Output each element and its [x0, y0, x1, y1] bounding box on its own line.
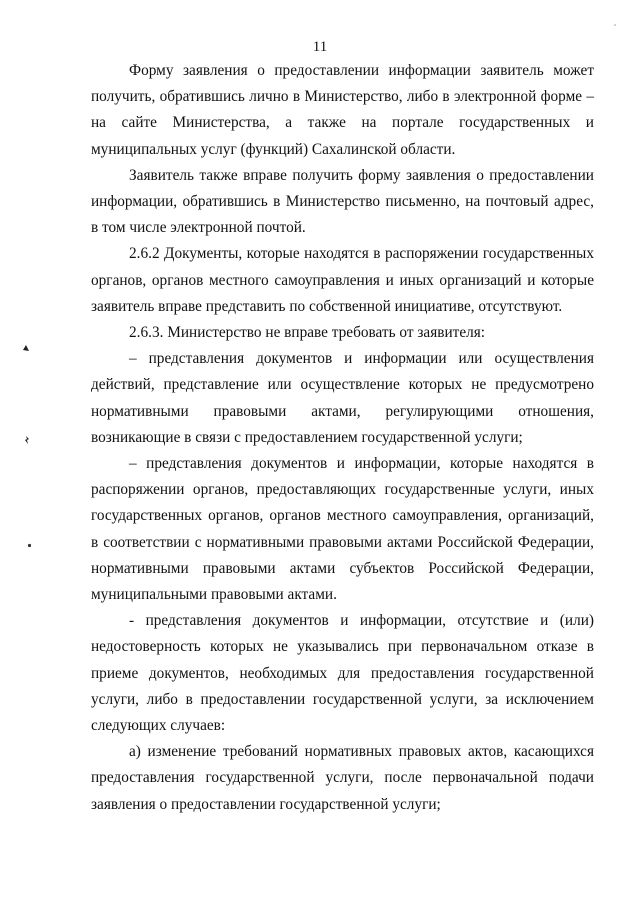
paragraph-2-6-3: 2.6.3. Министерство не вправе требовать от заявителя: [129, 324, 486, 342]
paragraph-2-6-2: 2.6.2 Документы, которые находятся в распоряжении государственных органов, органов местного самоуправления и иных организаций и которые заявитель вправе представить по собственной инициативе, отсутствуют. [91, 245, 594, 315]
scan-dot [614, 24, 616, 26]
body-text [91, 58, 594, 818]
list-item-documents-not-indicated: - представления документов и информации, отсутствие и (или) недостоверность которых не указывались при первоначальном отказе в приеме документов, необходимых для предоставления государственной услуги, либо в предоставлении государственной услуги, за исключением следующих случаев: [91, 612, 594, 735]
scan-mark [23, 436, 31, 444]
list-item-documents-held-by-agencies: – представления документов и информации, которые находятся в распоряжении органов, предоставляющих государственные услуги, иных государственных органов, органов местного самоуправления, организаций, в соответствии с нормативными правовыми актами Российской Федерации, нормативными правовыми актами субъектов Российской Федерации, муниципальными правовыми актами. [91, 455, 594, 604]
paragraph-form-by-mail: Заявитель также вправе получить форму заявления о предоставлении информации, обратившись в Министерство письменно, на почтовый адрес, в том числе электронной почтой. [91, 166, 594, 237]
scan-mark [27, 543, 32, 548]
paragraph-form-availability: Форму заявления о предоставлении информации заявитель может получить, обратившись лично в Министерство, либо в электронной форме – на сайте Министерства, а также на портале государственных и муниципальных услуг (функций) Сахалинской области. [91, 62, 594, 158]
list-item-actions-not-required: – представления документов и информации или осуществления действий, представление или осуществление которых не предусмотрено нормативными правовыми актами, регулирующими отношения, возникающие в связи с предоставлением государственной услуги; [91, 350, 594, 446]
page-number: 11 [312, 39, 328, 55]
list-item-case-a: а) изменение требований нормативных правовых актов, касающихся предоставления государственной услуги, после первоначальной подачи заявления о предоставлении государственной услуги; [91, 743, 594, 813]
scan-mark [22, 344, 30, 352]
